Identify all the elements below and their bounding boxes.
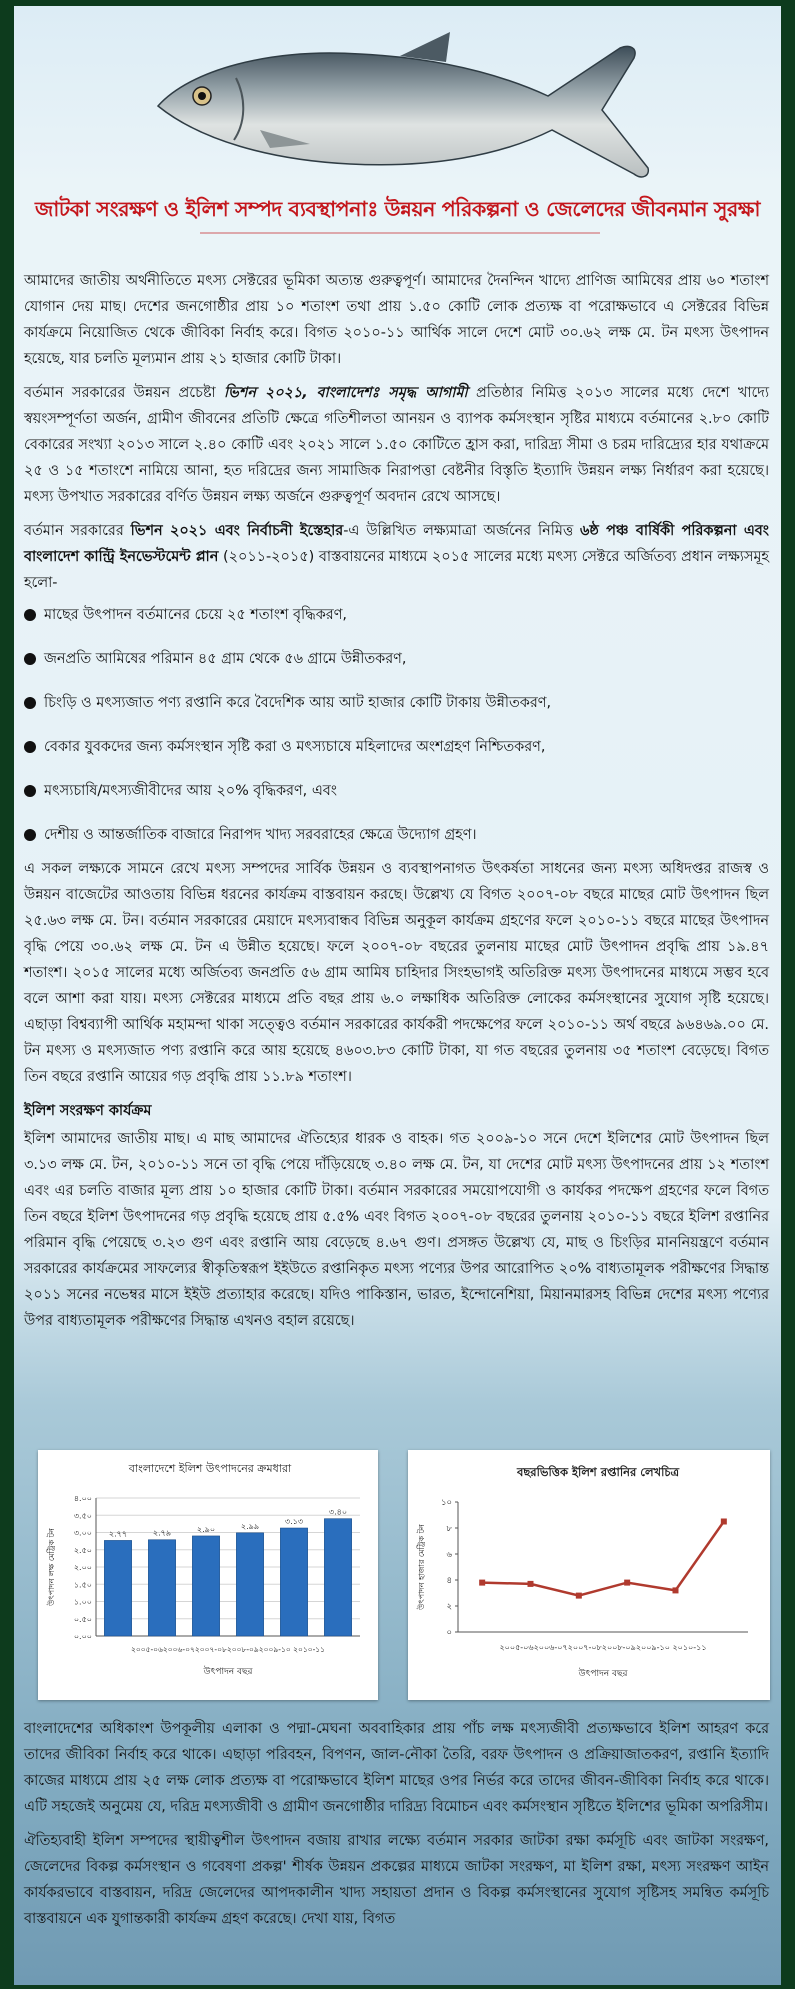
data-label: ২.৯৯ [240, 1521, 260, 1531]
y-tick-label: ২ [446, 1602, 452, 1612]
plan-text-bold-1: ভিশন ২০২১ এবং নির্বাচনী ইস্তেহার [130, 523, 344, 539]
section-heading-hilsa: ইলিশ সংরক্ষণ কার্যক্রম [24, 1103, 152, 1119]
bullet-icon [24, 697, 36, 709]
vision-text-bold: ভিশন ২০২১, বাংলাদেশঃ সমৃদ্ধ আগামী [224, 385, 468, 401]
y-tick-label: ০.০০ [73, 1632, 92, 1641]
data-label: ২.৯০ [196, 1524, 216, 1534]
y-tick-label: ০ [446, 1628, 452, 1638]
list-item [24, 780, 769, 802]
data-label: ২.৭৯ [152, 1528, 172, 1538]
bar-chart [38, 1450, 378, 1700]
page-title: জাটকা সংরক্ষণ ও ইলিশ সম্পদ ব্যবস্থাপনাঃ উন্নয়ন পরিকল্পনা ও জেলেদের জীবনমান সুরক্ষা [34, 197, 760, 221]
bar [148, 1540, 175, 1636]
y-tick-label: ২.৫০ [73, 1545, 92, 1555]
data-label: ৩.১৩ [284, 1517, 304, 1527]
vision-text-c: প্রতিষ্ঠার নিমিত্ত ২০১৩ সালের মধ্যে দেশে খাদ্যে স্বয়ংসম্পূর্ণতা অর্জন, গ্রামীণ জীবনের প্রতিটি ক্ষেত্রে গতিশীলতা আনয়ন ও ব্যাপক কর্মসংস্থান সৃষ্টির মাধ্যমে বর্তমানের ২.৮০ কোটি বেকারের সংখ্যা ২০১৩ সালে ২.৪০ কোটি এবং ২০২১ সালে ১.৫০ কোটিতে হ্রাস করা, দারিদ্র্য সীমা ও চরম দারিদ্র্যের হার যথাক্রমে ২৫ ও ১৫ শতাংশে নামিয়ে আনা, হত দরিদ্রের জন্য সামাজিক নিরাপত্তা বেষ্টনীর বিস্তৃতি ইত্যাদি উন্নয়ন লক্ষ্য নির্ধারণ করা হয়েছে। মৎস্য উপখাত সরকারের বর্ণিত উন্নয়ন লক্ষ্য অর্জনে গুরুত্বপূর্ণ অবদান রেখে আসছে। [24, 385, 770, 505]
bar [324, 1519, 351, 1636]
y-tick-label: ৪.০০ [73, 1494, 92, 1503]
paragraph-conservation: ঐতিহ্যবাহী ইলিশ সম্পদের স্থায়ীত্বশীল উৎপাদন বজায় রাখার লক্ষ্যে বর্তমান সরকার জাটকা রক্ষা কর্মসূচি এবং জাটকা সংরক্ষণ, জেলেদের বিকল্প কর্মসংস্থান ও গবেষণা প্রকল্প' শীর্ষক উন্নয়ন প্রকল্পের মাধ্যমে জাটকা সংরক্ষণ, মা ইলিশ রক্ষা, মৎস্য সংরক্ষণ আইন কার্যকরভাবে বাস্তবায়ন, দরিদ্র জেলেদের আপদকালীন খাদ্য সহায়তা প্রদান ও বিকল্প কর্মসংস্থানের সুযোগ সৃষ্টিসহ সমন্বিত কর্মসূচি বাস্তবায়নে এক যুগান্তকারী কার্যক্রম গ্রহণ করেছে। দেখা যায়, বিগত [24, 1833, 769, 1927]
y-tick-label: ০.৫০ [73, 1614, 92, 1624]
list-item-text: বেকার যুবকদের জন্য কর্মসংস্থান সৃষ্টি করা ও মৎস্যচাষে মহিলাদের অংশগ্রহণ নিশ্চিতকরণ, [44, 739, 546, 755]
y-tick-label: ৩.০০ [73, 1528, 92, 1538]
bar [192, 1536, 219, 1636]
paragraph-vision [24, 380, 769, 510]
paragraph-livelihood: বাংলাদেশের অধিকাংশ উপকূলীয় এলাকা ও পদ্মা-মেঘনা অববাহিকার প্রায় পাঁচ লক্ষ মৎস্যজীবী প্রত্যক্ষভাবে ইলিশ আহরণ করে তাদের জীবিকা নির্বাহ করে থাকে। এছাড়া পরিবহন, বিপণন, জাল-নৌকা তৈরি, বরফ উৎপাদন ও প্রক্রিয়াজাতকরণ, রপ্তানি ইত্যাদি কাজের মাধ্যমে প্রায় ২৫ লক্ষ লোক প্রত্যক্ষ বা পরোক্ষভাবে ইলিশ মাছের ওপর নির্ভর করে তাদের জীবন-জীবিকা নির্বাহ করে থাকে। এটি সহজেই অনুমেয় যে, দরিদ্র মৎস্যজীবী ও গ্রামীণ জনগোষ্ঠীর দারিদ্র্য বিমোচন এবং কর্মসংস্থান সৃষ্টিতে ইলিশের ভূমিকা অপরিসীম। [24, 1721, 769, 1815]
plan-text-a: বর্তমান সরকারের [24, 523, 131, 539]
y-tick-label: ৮ [446, 1524, 452, 1534]
data-point [528, 1581, 534, 1587]
plan-text-c: -এ উল্লিখিত লক্ষ্যমাত্রা অর্জনের নিমিত্ত [343, 523, 581, 539]
x-axis-label: উৎপাদন বছর [203, 1667, 253, 1677]
plan-text-e: (২০১১-২০১৫) বাস্তবায়নের মাধ্যমে ২০১৫ সালের মধ্যে মৎস্য সেক্টরে অর্জিতব্য প্রধান লক্ষ্যসমূহ হলো- [24, 549, 769, 591]
y-tick-label: ৩.৫০ [73, 1511, 92, 1521]
data-point [624, 1580, 630, 1586]
data-point [576, 1593, 582, 1599]
chart-title: বছরভিত্তিক ইলিশ রপ্তানির লেখচিত্র [516, 1465, 680, 1479]
data-point [479, 1580, 485, 1586]
paragraph-hilsa: ইলিশ আমাদের জাতীয় মাছ। এ মাছ আমাদের ঐতিহ্যের ধারক ও বাহক। গত ২০০৯-১০ সনে দেশে ইলিশের মোট উৎপাদন ছিল ৩.১৩ লক্ষ মে. টন, ২০১০-১১ সনে তা বৃদ্ধি পেয়ে দাঁড়িয়েছে ৩.৪০ লক্ষ মে. টন, যা দেশের মোট মৎস্য উৎপাদনের প্রায় ১২ শতাংশ এবং এর চলতি বাজার মূল্য প্রায় ১০ হাজার কোটি টাকা। বর্তমান সরকারের সময়োপযোগী ও কার্যকর পদক্ষেপ গ্রহণের ফলে বিগত তিন বছরে ইলিশ উৎপাদনের গড় প্রবৃদ্ধি হয়েছে প্রায় ৫.৫% এবং বিগত ২০০৭-০৮ বছরের তুলনায় ২০১০-১১ বছরে ইলিশ রপ্তানির পরিমান বৃদ্ধি পেয়েছে ৩.২৩ গুণ এবং রপ্তানি আয় বেড়েছে ৪.৬৭ গুণ। প্রসঙ্গত উল্লেখ্য যে, মাছ ও চিংড়ির মাননিয়ন্ত্রণে বর্তমান সরকারের কার্যক্রমের সাফল্যের স্বীকৃতিস্বরূপ ইইউতে রপ্তানিকৃত মৎস্য পণ্যের উপর আরোপিত ২০% বাধ্যতামূলক পরীক্ষণের সিদ্ধান্ত ২০১১ সনের নভেম্বর মাসে ইইউ প্রত্যাহার করেছে। যদিও পাকিস্তান, ভারত, ইন্দোনেশিয়া, মিয়ানমারসহ বিভিন্ন দেশের মৎস্য পণ্যের উপর বাধ্যতামূলক পরীক্ষণের সিদ্ধান্ত এখনও বহাল রয়েছে। [24, 1131, 769, 1329]
y-axis-label: উৎপাদন লক্ষ মেট্রিক টন [47, 1528, 56, 1606]
list-item [24, 736, 769, 758]
y-tick-label: ৪ [446, 1576, 452, 1586]
x-axis-label: উৎপাদন বছর [578, 1669, 628, 1679]
list-item-text: মাছের উৎপাদন বর্তমানের চেয়ে ২৫ শতাংশ বৃদ্ধিকরণ, [44, 607, 347, 623]
title-rule [200, 232, 600, 234]
paragraph-plan [24, 518, 769, 596]
chart-title: বাংলাদেশে ইলিশ উৎপাদনের ক্রমধারা [128, 1462, 292, 1475]
list-item-text: মৎস্যচাষি/মৎস্যজীবীদের আয় ২০% বৃদ্ধিকরণ, এবং [44, 783, 337, 799]
data-label: ৩.৪০ [328, 1507, 348, 1517]
y-axis-label: উৎপাদন হাজার মেট্রিক টন [417, 1524, 426, 1610]
bar [104, 1540, 131, 1636]
bullet-icon [24, 829, 36, 841]
bar [280, 1528, 307, 1636]
data-label: ২.৭৭ [108, 1529, 128, 1539]
list-item-text: চিংড়ি ও মৎস্যজাত পণ্য রপ্তানি করে বৈদেশিক আয় আট হাজার কোটি টাকায় উন্নীতকরণ, [44, 695, 552, 711]
list-item [24, 692, 769, 714]
bar [236, 1533, 263, 1636]
bullet-icon [24, 741, 36, 753]
x-tick-labels: ২০০৫-০৬২০০৬-০৭২০০৭-০৮২০০৮-০৯২০০৯-১০ ২০১০-১১ [499, 1643, 707, 1652]
paragraph-progress: এ সকল লক্ষ্যকে সামনে রেখে মৎস্য সম্পদের সার্বিক উন্নয়ন ও ব্যবস্থাপনাগত উৎকর্ষতা সাধনের জন্য মৎস্য অধিদপ্তর রাজস্ব ও উন্নয়ন বাজেটের আওতায় বিভিন্ন ধরনের কার্যক্রম বাস্তবায়ন করছে। উল্লেখ্য যে বিগত ২০০৭-০৮ বছরে মাছের মোট উৎপাদন ছিল ২৫.৬৩ লক্ষ মে. টন। বর্তমান সরকারের মেয়াদে মৎস্যবান্ধব বিভিন্ন অনুকূল কার্যক্রম গ্রহণের ফলে ২০১০-১১ বছরে মাছের উৎপাদন বৃদ্ধি পেয়ে ৩০.৬২ লক্ষ মে. টন এ উন্নীত হয়েছে। ফলে ২০০৭-০৮ বছরের তুলনায় মাছের মোট উৎপাদন প্রবৃদ্ধি প্রায় ১৯.৪৭ শতাংশ। ২০১৫ সালের মধ্যে অর্জিতব্য জনপ্রতি ৫৬ গ্রাম আমিষ চাহিদার সিংহভাগই অতিরিক্ত মৎস্য উৎপাদনের মাধ্যমে সম্ভব হবে বলে আশা করা যায়। মৎস্য সেক্টরের মাধ্যমে প্রতি বছর প্রায় ৬.০ লক্ষাধিক অতিরিক্ত লোকের কর্মসংস্থানের সুযোগ সৃষ্টি হয়েছে। এছাড়া বিশ্বব্যাপী আর্থিক মহামন্দা থাকা সত্ত্বেও বর্তমান সরকারের কার্যকরী পদক্ষেপের ফলে ২০১০-১১ অর্থ বছরে ৯৬৪৬৯.০০ মে. টন মৎস্য ও মৎস্যজাত পণ্য রপ্তানি করে আয় হয়েছে ৪৬০৩.৮৩ কোটি টাকা, যা গত বছরের তুলনায় ৩৫ শতাংশ বেড়েছে। বিগত তিন বছরে রপ্তানি আয়ের গড় প্রবৃদ্ধি প্রায় ১১.৮৯ শতাংশ। [24, 861, 769, 1085]
plan-text-bold-2: ৬ষ্ঠ পঞ্চ বার্ষিকী পরিকল্পনা এবং বাংলাদেশ কান্ট্রি ইনভেস্টমেন্ট প্লান [24, 523, 769, 565]
goals-list [24, 604, 769, 846]
charts-row [38, 1450, 768, 1700]
y-tick-label: ২.০০ [73, 1563, 92, 1572]
x-tick-labels: ২০০৫-০৬২০০৬-০৭২০০৭-০৮২০০৮-০৯২০০৯-১০ ২০১০-১১ [130, 1645, 326, 1654]
data-point [673, 1587, 679, 1593]
bullet-icon [24, 653, 36, 665]
list-item [24, 648, 769, 670]
main-content [24, 268, 769, 1342]
bar-chart-panel [38, 1450, 378, 1700]
list-item-text: দেশীয় ও আন্তর্জাতিক বাজারে নিরাপদ খাদ্য সরবরাহের ক্ষেত্রে উদ্যোগ গ্রহণ। [44, 827, 477, 843]
y-tick-label: ৬ [446, 1550, 452, 1560]
paragraph-intro: আমাদের জাতীয় অর্থনীতিতে মৎস্য সেক্টরের ভূমিকা অত্যন্ত গুরুত্বপূর্ণ। আমাদের দৈনন্দিন খাদ্যে প্রাণিজ আমিষের প্রায় ৬০ শতাংশ যোগান দেয় মাছ। দেশের জনগোষ্ঠীর প্রায় ১০ শতাংশ তথা প্রায় ১.৫০ কোটি লোক প্রত্যক্ষ বা পরোক্ষভাবে এ সেক্টরের বিভিন্ন কার্যক্রমে নিয়োজিত থেকে জীবিকা নির্বাহ করে। বিগত ২০১০-১১ আর্থিক সালে দেশে মোট ৩০.৬২ লক্ষ মে. টন মৎস্য উৎপাদন হয়েছে, যার চলতি মূল্যমান প্রায় ২১ হাজার কোটি টাকা। [24, 273, 769, 367]
bullet-icon [24, 785, 36, 797]
lower-content [24, 1716, 769, 1940]
bullet-icon [24, 609, 36, 621]
data-point [721, 1519, 727, 1525]
line-chart-panel [408, 1450, 770, 1700]
line-chart [408, 1450, 770, 1700]
y-tick-label: ১.৫০ [73, 1580, 92, 1590]
list-item-text: জনপ্রতি আমিষের পরিমান ৪৫ গ্রাম থেকে ৫৬ গ্রামে উন্নীতকরণ, [44, 651, 407, 667]
list-item [24, 824, 769, 846]
hilsa-fish-image [150, 18, 660, 188]
y-tick-label: ১০ [440, 1498, 452, 1508]
y-tick-label: ১.০০ [73, 1597, 92, 1607]
list-item [24, 604, 769, 626]
series-line [482, 1522, 724, 1596]
vision-text-a: বর্তমান সরকারের উন্নয়ন প্রচেষ্টা [24, 385, 225, 401]
